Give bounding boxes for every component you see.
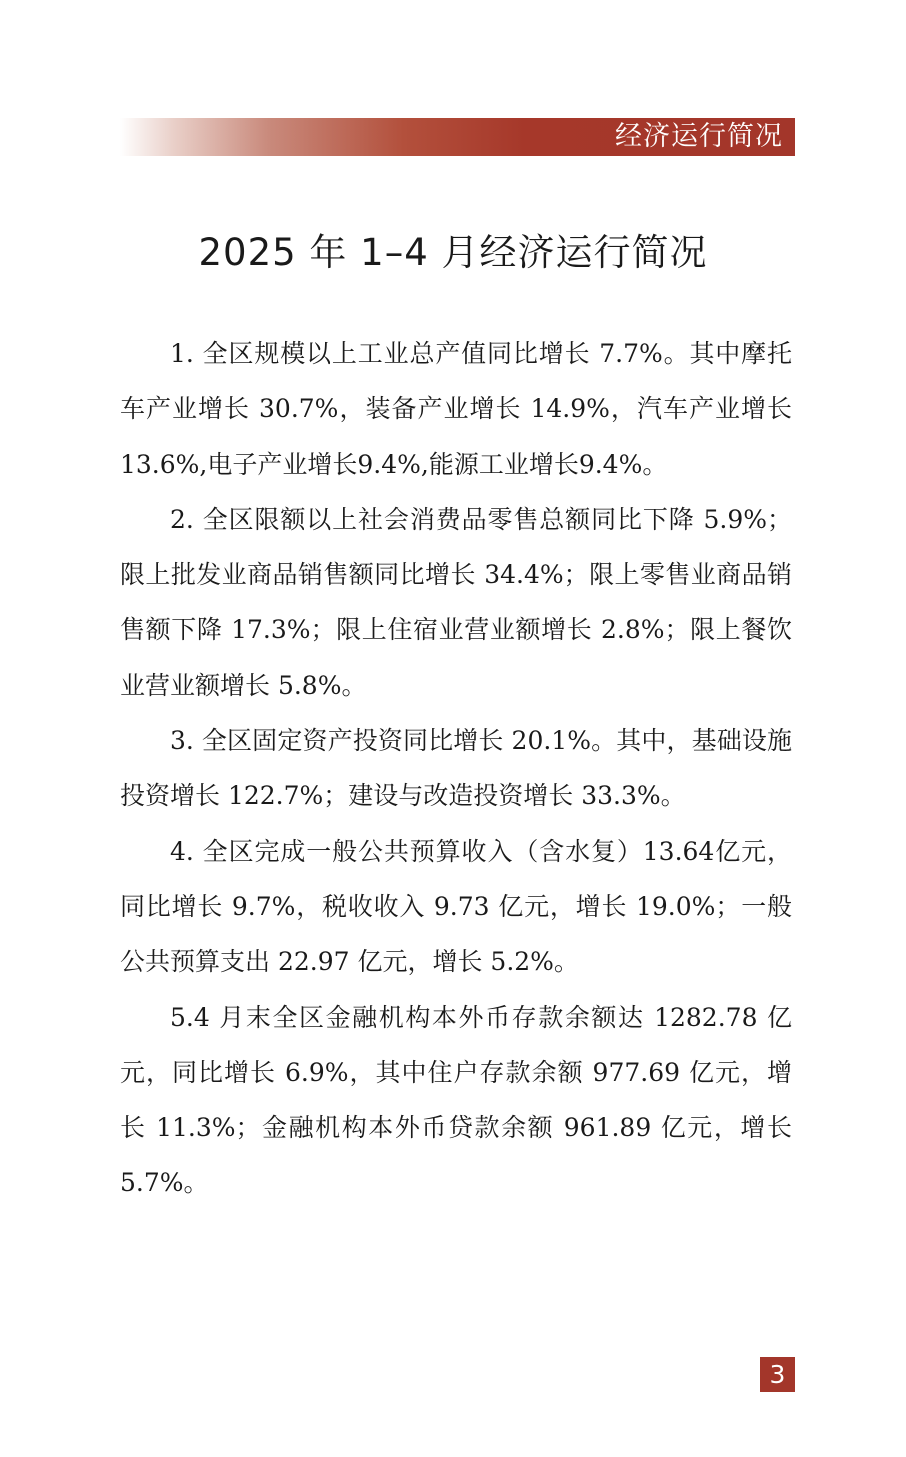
paragraph-finance: 5.4 月末全区金融机构本外币存款余额达 1282.78 亿元，同比增长 6.9%，其中住户存款余额 977.69 亿元，增长 11.3%；金融机构本外币贷款余额 961.89 亿元，增长 5.7%。 xyxy=(120,1002,792,1198)
page-number-badge: 3 xyxy=(760,1357,795,1392)
paragraph-budget: 4. 全区完成一般公共预算收入（含水复）13.64亿元，同比增长 9.7%，税收收入 9.73 亿元，增长 19.0%；一般公共预算支出 22.97 亿元，增长 5.2%。 xyxy=(120,836,792,977)
section-title: 经济运行简况 xyxy=(615,121,783,152)
document-body xyxy=(120,326,792,1211)
paragraph-investment: 3. 全区固定资产投资同比增长 20.1%。其中，基础设施投资增长 122.7%；建设与改造投资增长 33.3%。 xyxy=(120,726,792,811)
page-title: 2025 年 1–4 月经济运行简况 xyxy=(198,231,708,274)
paragraph-industry: 1. 全区规模以上工业总产值同比增长 7.7%。其中摩托车产业增长 30.7%，装备产业增长 14.9%，汽车产业增长13.6%,电子产业增长9.4%,能源工业增长9.4%。 xyxy=(120,339,792,479)
paragraph-retail: 2. 全区限额以上社会消费品零售总额同比下降 5.9%；限上批发业商品销售额同比增长 34.4%；限上零售业商品销售额下降 17.3%；限上住宿业营业额增长 2.8%；限上餐饮业营业额增长 5.8%。 xyxy=(120,504,792,700)
section-header-bar xyxy=(120,118,795,156)
